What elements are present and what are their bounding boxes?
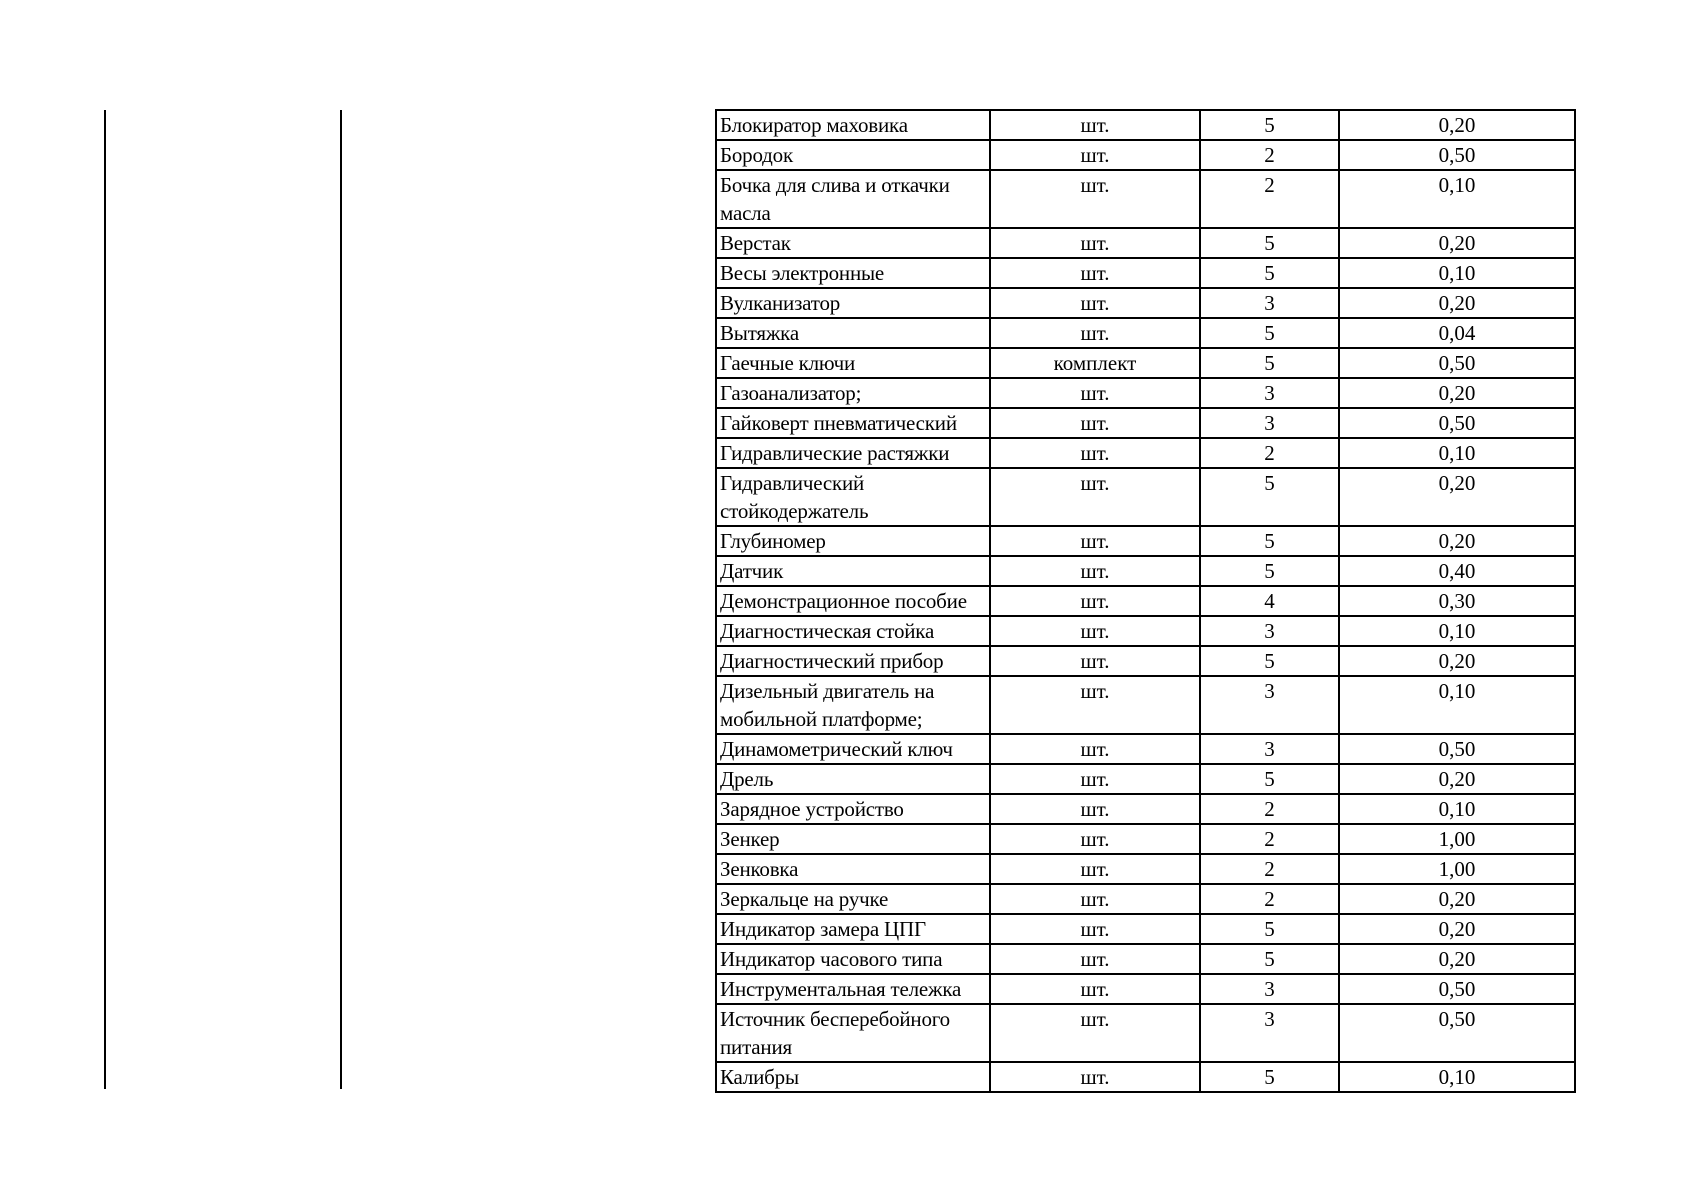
table-row bbox=[716, 616, 1575, 646]
unit-cell: шт. bbox=[990, 974, 1200, 1004]
value-cell: 0,10 bbox=[1339, 676, 1575, 734]
quantity-cell: 5 bbox=[1200, 468, 1339, 526]
quantity-cell: 2 bbox=[1200, 170, 1339, 228]
middle-column-rule bbox=[340, 110, 342, 1089]
item-name-cell: Блокиратор маховика bbox=[716, 110, 990, 140]
item-name-cell: Бородок bbox=[716, 140, 990, 170]
value-cell: 0,20 bbox=[1339, 944, 1575, 974]
item-name-cell: Гайковерт пневматический bbox=[716, 408, 990, 438]
item-name-cell: Индикатор часового типа bbox=[716, 944, 990, 974]
quantity-cell: 5 bbox=[1200, 944, 1339, 974]
quantity-cell: 3 bbox=[1200, 616, 1339, 646]
value-cell: 0,20 bbox=[1339, 526, 1575, 556]
table-row bbox=[716, 764, 1575, 794]
value-cell: 0,10 bbox=[1339, 794, 1575, 824]
table-row bbox=[716, 884, 1575, 914]
value-cell: 0,20 bbox=[1339, 378, 1575, 408]
unit-cell: шт. bbox=[990, 110, 1200, 140]
item-name-cell: Вытяжка bbox=[716, 318, 990, 348]
table-row bbox=[716, 468, 1575, 526]
item-name-cell: Источник бесперебойного питания bbox=[716, 1004, 990, 1062]
value-cell: 0,20 bbox=[1339, 764, 1575, 794]
item-name-cell: Газоанализатор; bbox=[716, 378, 990, 408]
unit-cell: шт. bbox=[990, 586, 1200, 616]
value-cell: 0,20 bbox=[1339, 110, 1575, 140]
unit-cell: шт. bbox=[990, 676, 1200, 734]
value-cell: 1,00 bbox=[1339, 854, 1575, 884]
quantity-cell: 2 bbox=[1200, 438, 1339, 468]
value-cell: 0,10 bbox=[1339, 170, 1575, 228]
unit-cell: шт. bbox=[990, 764, 1200, 794]
unit-cell: шт. bbox=[990, 944, 1200, 974]
quantity-cell: 5 bbox=[1200, 348, 1339, 378]
quantity-cell: 5 bbox=[1200, 228, 1339, 258]
quantity-cell: 3 bbox=[1200, 974, 1339, 1004]
unit-cell: шт. bbox=[990, 526, 1200, 556]
item-name-cell: Дизельный двигатель на мобильной платформе; bbox=[716, 676, 990, 734]
quantity-cell: 5 bbox=[1200, 258, 1339, 288]
quantity-cell: 3 bbox=[1200, 288, 1339, 318]
table-row bbox=[716, 170, 1575, 228]
quantity-cell: 3 bbox=[1200, 408, 1339, 438]
quantity-cell: 3 bbox=[1200, 1004, 1339, 1062]
unit-cell: шт. bbox=[990, 228, 1200, 258]
item-name-cell: Дрель bbox=[716, 764, 990, 794]
quantity-cell: 5 bbox=[1200, 764, 1339, 794]
unit-cell: шт. bbox=[990, 438, 1200, 468]
table-row bbox=[716, 794, 1575, 824]
item-name-cell: Весы электронные bbox=[716, 258, 990, 288]
quantity-cell: 2 bbox=[1200, 884, 1339, 914]
quantity-cell: 5 bbox=[1200, 318, 1339, 348]
item-name-cell: Гидравлический стойкодержатель bbox=[716, 468, 990, 526]
quantity-cell: 5 bbox=[1200, 110, 1339, 140]
table-row bbox=[716, 348, 1575, 378]
value-cell: 0,10 bbox=[1339, 258, 1575, 288]
value-cell: 0,50 bbox=[1339, 734, 1575, 764]
quantity-cell: 2 bbox=[1200, 794, 1339, 824]
unit-cell: шт. bbox=[990, 734, 1200, 764]
table-row bbox=[716, 258, 1575, 288]
table-row bbox=[716, 944, 1575, 974]
unit-cell: шт. bbox=[990, 288, 1200, 318]
unit-cell: шт. bbox=[990, 408, 1200, 438]
value-cell: 0,20 bbox=[1339, 884, 1575, 914]
unit-cell: шт. bbox=[990, 616, 1200, 646]
item-name-cell: Зарядное устройство bbox=[716, 794, 990, 824]
unit-cell: шт. bbox=[990, 318, 1200, 348]
table-row bbox=[716, 854, 1575, 884]
quantity-cell: 5 bbox=[1200, 914, 1339, 944]
quantity-cell: 2 bbox=[1200, 854, 1339, 884]
table-row bbox=[716, 408, 1575, 438]
quantity-cell: 2 bbox=[1200, 140, 1339, 170]
unit-cell: шт. bbox=[990, 1004, 1200, 1062]
unit-cell: шт. bbox=[990, 170, 1200, 228]
quantity-cell: 5 bbox=[1200, 646, 1339, 676]
table-row bbox=[716, 824, 1575, 854]
item-name-cell: Зеркальце на ручке bbox=[716, 884, 990, 914]
table-row bbox=[716, 586, 1575, 616]
value-cell: 1,00 bbox=[1339, 824, 1575, 854]
unit-cell: шт. bbox=[990, 468, 1200, 526]
value-cell: 0,50 bbox=[1339, 140, 1575, 170]
table-row bbox=[716, 318, 1575, 348]
value-cell: 0,50 bbox=[1339, 348, 1575, 378]
value-cell: 0,20 bbox=[1339, 228, 1575, 258]
quantity-cell: 3 bbox=[1200, 734, 1339, 764]
unit-cell: шт. bbox=[990, 258, 1200, 288]
value-cell: 0,20 bbox=[1339, 646, 1575, 676]
item-name-cell: Датчик bbox=[716, 556, 990, 586]
table-row bbox=[716, 228, 1575, 258]
value-cell: 0,10 bbox=[1339, 438, 1575, 468]
unit-cell: шт. bbox=[990, 646, 1200, 676]
value-cell: 0,50 bbox=[1339, 974, 1575, 1004]
table-row bbox=[716, 378, 1575, 408]
unit-cell: шт. bbox=[990, 824, 1200, 854]
quantity-cell: 3 bbox=[1200, 378, 1339, 408]
unit-cell: шт. bbox=[990, 854, 1200, 884]
quantity-cell: 5 bbox=[1200, 526, 1339, 556]
quantity-cell: 4 bbox=[1200, 586, 1339, 616]
item-name-cell: Демонстрационное пособие bbox=[716, 586, 990, 616]
item-name-cell: Индикатор замера ЦПГ bbox=[716, 914, 990, 944]
item-name-cell: Инструментальная тележка bbox=[716, 974, 990, 1004]
unit-cell: шт. bbox=[990, 140, 1200, 170]
item-name-cell: Диагностическая стойка bbox=[716, 616, 990, 646]
equipment-table-body bbox=[716, 110, 1575, 1092]
table-row bbox=[716, 556, 1575, 586]
item-name-cell: Бочка для слива и откачки масла bbox=[716, 170, 990, 228]
quantity-cell: 5 bbox=[1200, 1062, 1339, 1092]
value-cell: 0,40 bbox=[1339, 556, 1575, 586]
unit-cell: шт. bbox=[990, 794, 1200, 824]
left-column-rule bbox=[104, 110, 106, 1089]
table-row bbox=[716, 526, 1575, 556]
value-cell: 0,50 bbox=[1339, 408, 1575, 438]
value-cell: 0,10 bbox=[1339, 616, 1575, 646]
equipment-table bbox=[715, 109, 1576, 1093]
table-row bbox=[716, 914, 1575, 944]
table-row bbox=[716, 1004, 1575, 1062]
table-row bbox=[716, 288, 1575, 318]
item-name-cell: Вулканизатор bbox=[716, 288, 990, 318]
unit-cell: комплект bbox=[990, 348, 1200, 378]
item-name-cell: Зенковка bbox=[716, 854, 990, 884]
quantity-cell: 2 bbox=[1200, 824, 1339, 854]
table-row bbox=[716, 438, 1575, 468]
table-row bbox=[716, 974, 1575, 1004]
table-row bbox=[716, 140, 1575, 170]
unit-cell: шт. bbox=[990, 884, 1200, 914]
value-cell: 0,50 bbox=[1339, 1004, 1575, 1062]
value-cell: 0,20 bbox=[1339, 288, 1575, 318]
item-name-cell: Гаечные ключи bbox=[716, 348, 990, 378]
value-cell: 0,20 bbox=[1339, 468, 1575, 526]
unit-cell: шт. bbox=[990, 914, 1200, 944]
table-row bbox=[716, 676, 1575, 734]
value-cell: 0,20 bbox=[1339, 914, 1575, 944]
item-name-cell: Зенкер bbox=[716, 824, 990, 854]
value-cell: 0,30 bbox=[1339, 586, 1575, 616]
unit-cell: шт. bbox=[990, 378, 1200, 408]
table-row bbox=[716, 734, 1575, 764]
table-row bbox=[716, 646, 1575, 676]
unit-cell: шт. bbox=[990, 1062, 1200, 1092]
unit-cell: шт. bbox=[990, 556, 1200, 586]
item-name-cell: Калибры bbox=[716, 1062, 990, 1092]
quantity-cell: 5 bbox=[1200, 556, 1339, 586]
table-row bbox=[716, 1062, 1575, 1092]
item-name-cell: Гидравлические растяжки bbox=[716, 438, 990, 468]
value-cell: 0,10 bbox=[1339, 1062, 1575, 1092]
item-name-cell: Верстак bbox=[716, 228, 990, 258]
item-name-cell: Глубиномер bbox=[716, 526, 990, 556]
item-name-cell: Динамометрический ключ bbox=[716, 734, 990, 764]
table-row bbox=[716, 110, 1575, 140]
quantity-cell: 3 bbox=[1200, 676, 1339, 734]
item-name-cell: Диагностический прибор bbox=[716, 646, 990, 676]
value-cell: 0,04 bbox=[1339, 318, 1575, 348]
